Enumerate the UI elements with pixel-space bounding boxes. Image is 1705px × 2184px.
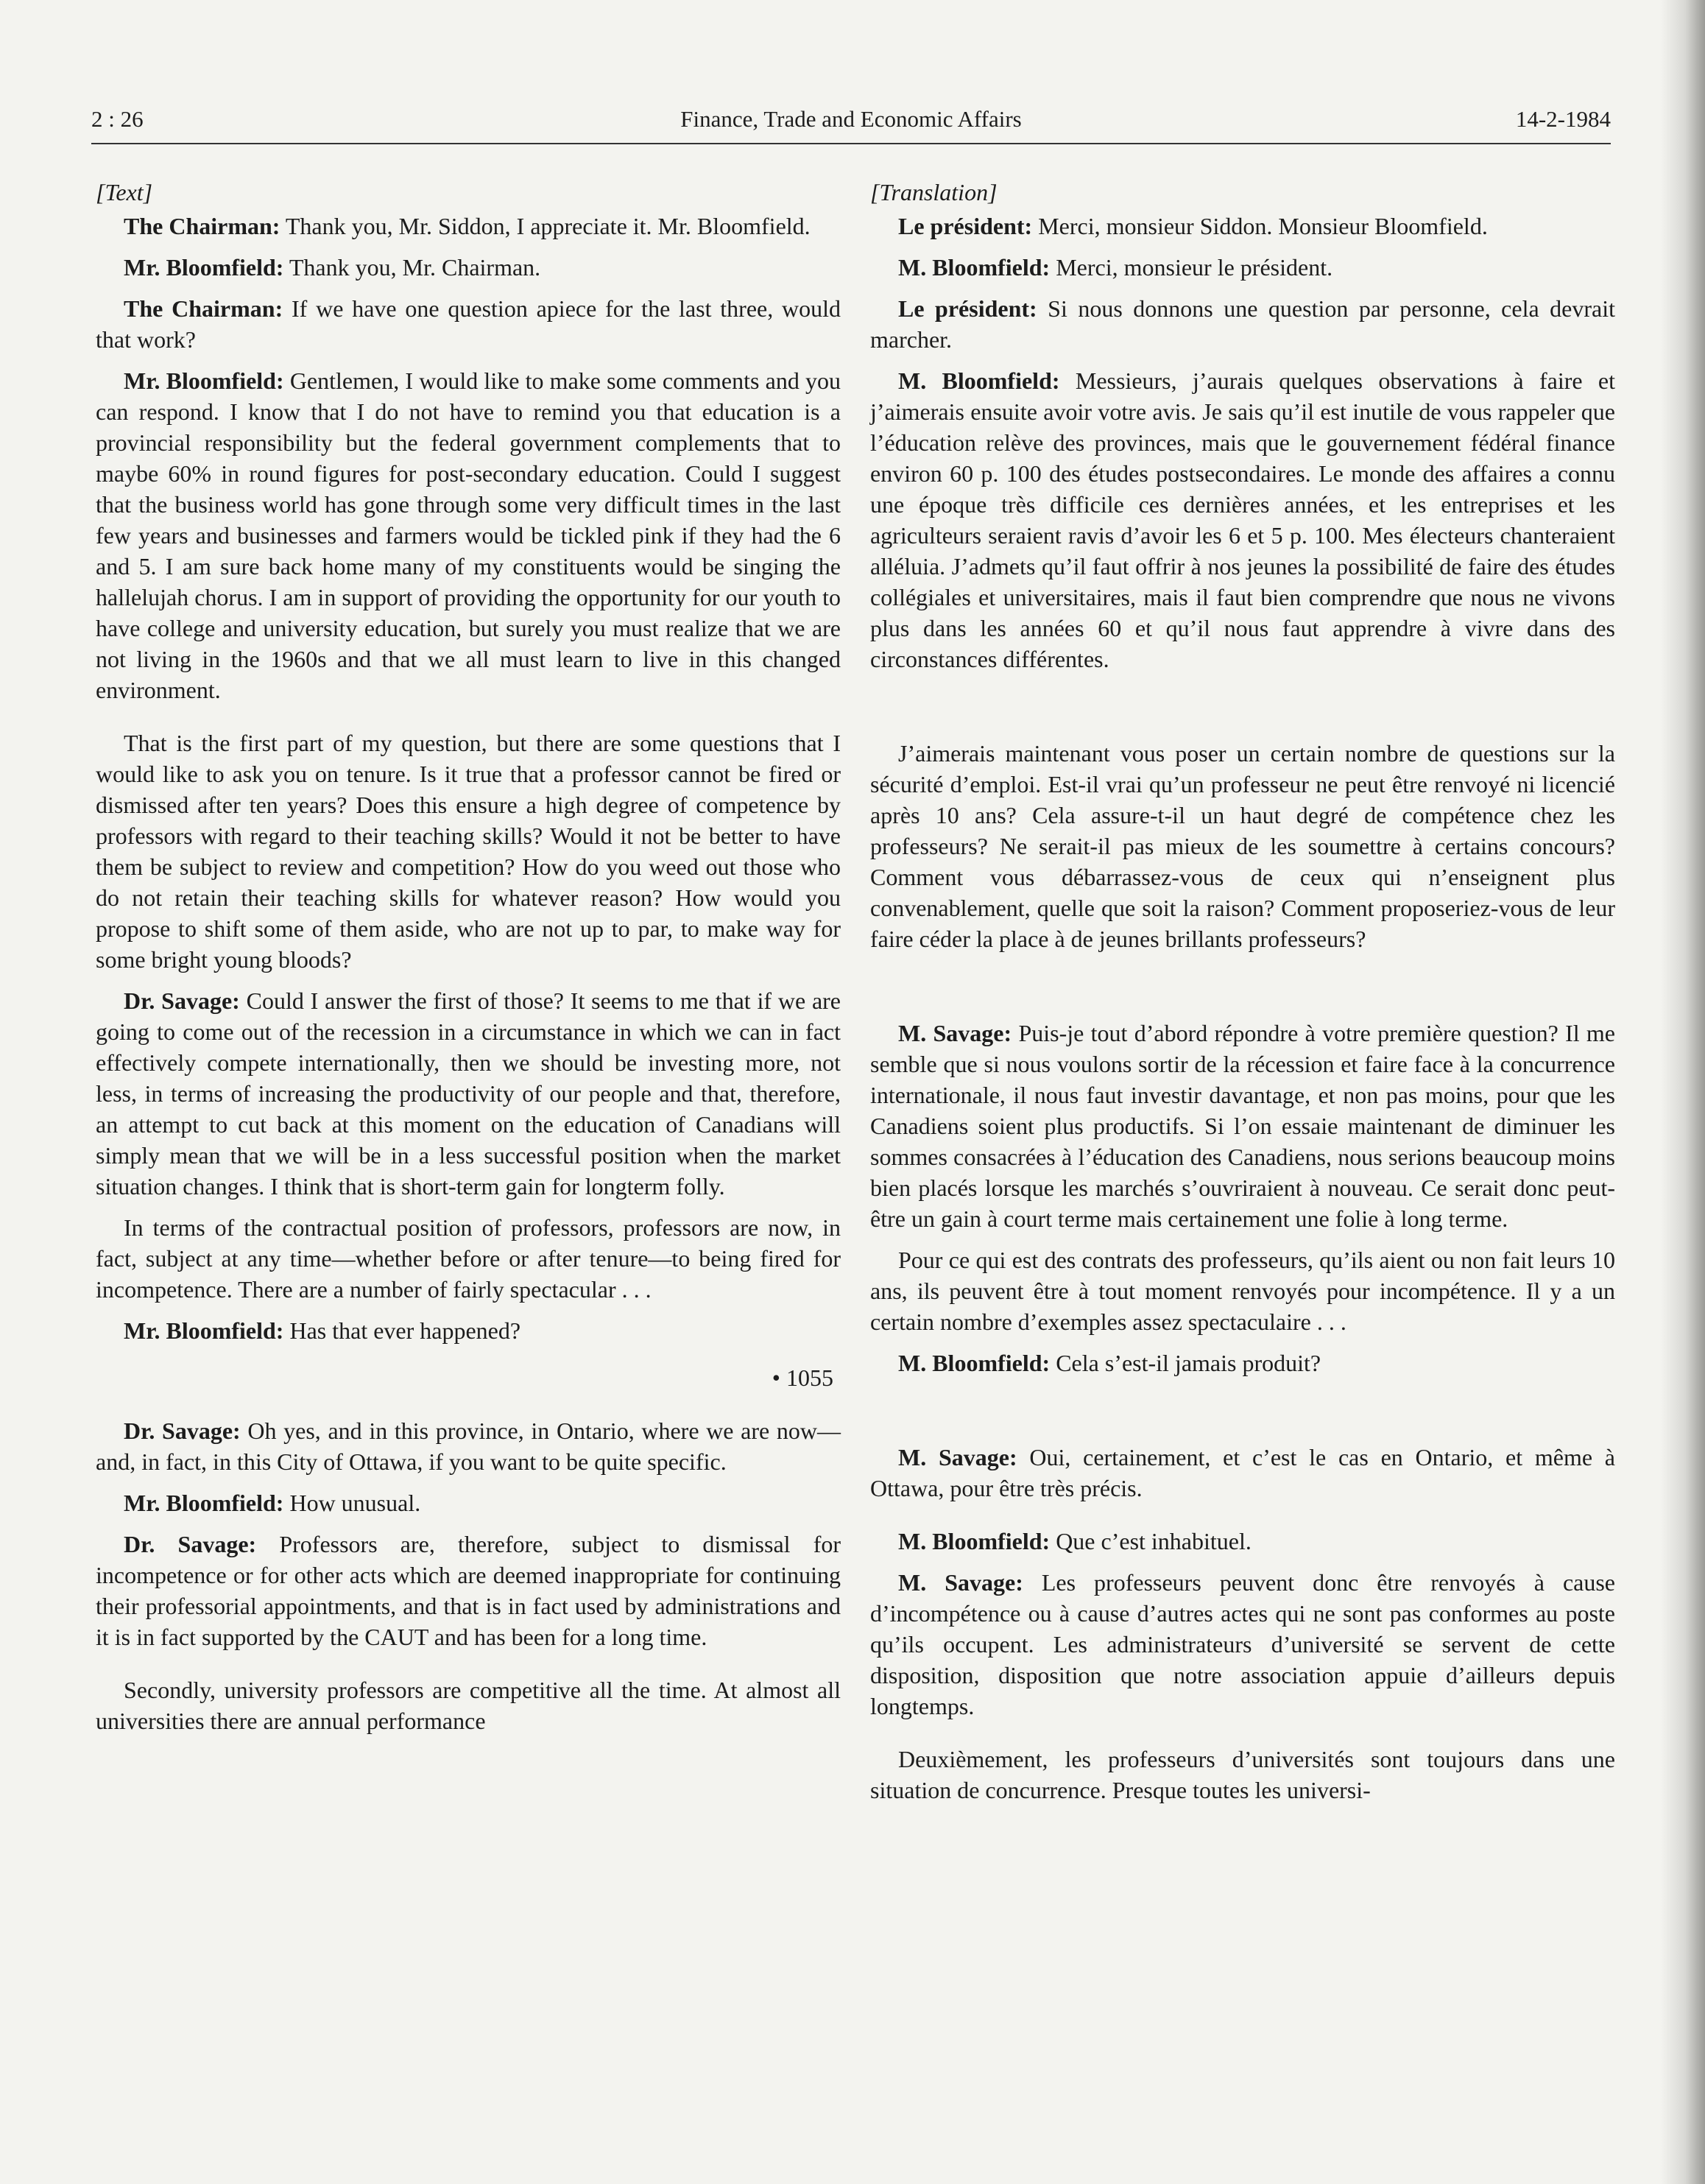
english-column <box>96 177 841 1747</box>
time-marker: • 1055 <box>772 1364 833 1391</box>
spacer <box>870 965 1615 996</box>
speech: That is the first part of my question, but there are some questions that I would like to ask you on tenure. Is it true that a professor cannot be fired or dismissed after ten years? Does this ensure a high degree of competence by professors with regard to their teaching skills? Would it not be better to have them be subject to review and competition? How do you weed out those who do not retain their teaching skills for whatever reason? How would you propose to shift some of them aside, who are not up to par, to make way for some bright young bloods? <box>96 730 841 973</box>
speaker: M. Bloomfield: <box>898 367 1060 394</box>
speech: Puis-je tout d’abord répondre à votre première question? Il me semble que si nous voulons sortir de la récession et faire face à la concurrence internationale, il nous faut investir davantage, et non pas moins, pour que les Canadiens soient plus productifs. Si l’on essaie maintenant de diminuer les sommes consacrées à l’éducation des Canadiens, nous serions beaucoup moins bien placés lorsque les marchés s’ouvriraient à nouveau. Ce serait donc peut-être un gain à court terme mais certainement une folie à long terme. <box>870 1020 1616 1232</box>
speech: How unusual. <box>283 1490 421 1516</box>
speaker: M. Bloomfield: <box>898 1528 1051 1554</box>
speech: Merci, monsieur le président. <box>1050 254 1333 281</box>
speaker: The Chairman: <box>124 295 283 322</box>
page-header <box>91 102 1611 144</box>
speaker: M. Bloomfield: <box>898 1350 1051 1376</box>
paragraph <box>870 1567 1615 1722</box>
paragraph <box>870 1244 1615 1337</box>
speaker: Dr. Savage: <box>124 1417 241 1444</box>
paragraph <box>96 293 841 355</box>
page-date: 14-2-1984 <box>1515 106 1611 132</box>
speaker: Mr. Bloomfield: <box>124 367 284 394</box>
paragraph <box>96 1674 841 1736</box>
spacer <box>870 1389 1615 1420</box>
paragraph <box>96 1487 841 1518</box>
paragraph <box>870 1744 1615 1806</box>
speech: If we have one question apiece for the last three, would that work? <box>96 295 841 353</box>
page-edge-shadow <box>1661 0 1705 2184</box>
paragraph <box>96 365 841 705</box>
speaker: M. Savage: <box>898 1569 1023 1596</box>
paragraph <box>96 1212 841 1305</box>
speech: Thank you, Mr. Siddon, I appreciate it. Mr. Bloomfield. <box>280 213 811 239</box>
translation-tag: [Translation] <box>870 179 998 205</box>
speech: Could I answer the first of those? It seems to me that if we are going to come out of the recession in a circumstance in which we can in fact effectively compete internationally, then we should be investing more, not less, in terms of increasing the productivity of our people and that, therefore, an attempt to cut back at this moment on the education of Canadians will simply mean that we will be in a less successful position when the market situation changes. I think that is short-term gain for longterm folly. <box>96 987 841 1200</box>
text-tag: [Text] <box>96 179 153 205</box>
paragraph <box>96 211 841 242</box>
speaker: Le président: <box>898 213 1033 239</box>
paragraph <box>96 728 841 975</box>
speech: Que c’est inhabituel. <box>1050 1528 1252 1554</box>
french-column <box>870 177 1615 1816</box>
speech: Messieurs, j’aurais quelques observations à faire et j’aimerais ensuite avoir votre avis. Je sais qu’il est inutile de vous rappeler que l’éducation relève des provinces, mais que le gouvernement fédéral finance environ 60 p. 100 des études postsecondaires. Le monde des affaires a connu une époque très difficile ces dernières années, et les entreprises et les agriculteurs seraient ravis d’avoir les 6 et 5 p. 100. Mes électeurs chanteraient alléluia. J’admets qu’il faut offrir à nos jeunes la possibilité de faire des études collégiales et universitaires, mais il faut bien comprendre que nous ne vivons plus dans les années 60 et qu’il nous faut apprendre à vivre dans des circonstances différentes. <box>870 367 1616 672</box>
speech: Pour ce qui est des contrats des professeurs, qu’ils aient ou non fait leurs 10 ans, ils peuvent être à tout moment renvoyés pour incompétence. Il y a un certain nombre d’exemples assez spectaculaire . . . <box>870 1247 1615 1335</box>
speech: Deuxièmement, les professeurs d’universités sont toujours dans une situation de concurrence. Presque toutes les universi- <box>870 1746 1615 1803</box>
paragraph <box>870 293 1615 355</box>
speaker: Le président: <box>898 295 1037 322</box>
paragraph <box>96 985 841 1202</box>
page-number: 2 : 26 <box>91 106 144 132</box>
speaker: Mr. Bloomfield: <box>124 254 284 281</box>
paragraph <box>96 1529 841 1652</box>
spacer <box>870 685 1615 716</box>
speech: Les professeurs peuvent donc être renvoyés à cause d’incompétence ou à cause d’autres actes qui ne sont pas conformes au poste qu’ils occupent. Les administrateurs d’université se servent de cette disposition, disposition que notre association appuie d’ailleurs depuis longtemps. <box>870 1569 1616 1719</box>
speaker: Dr. Savage: <box>124 1531 257 1557</box>
paragraph <box>96 252 841 283</box>
speech: Secondly, university professors are competitive all the time. At almost all universities there are annual performance <box>96 1677 841 1734</box>
speech: Si nous donnons une question par personne, cela devrait marcher. <box>870 295 1615 353</box>
paragraph <box>870 365 1615 674</box>
speech: Merci, monsieur Siddon. Monsieur Bloomfield. <box>1032 213 1488 239</box>
speech: In terms of the contractual position of professors, professors are now, in fact, subject at any time—whether before or after tenure—to being fired for incompetence. There are a number of fairly spectacular . . . <box>96 1214 841 1303</box>
paragraph <box>870 1348 1615 1378</box>
committee-title: Finance, Trade and Economic Affairs <box>680 106 1022 132</box>
paragraph <box>870 1442 1615 1504</box>
speech: Gentlemen, I would like to make some comments and you can respond. I know that I do not have to remind you that education is a provincial responsibility but the federal government complements that to maybe 60% in round figures for post-secondary education. Could I suggest that the business world has gone through some very difficult times in the last few years and businesses and farmers would be tickled pink if they had the 6 and 5. I am sure back home many of my constituents would be singing the hallelujah chorus. I am in support of providing the opportunity for our youth to have college and university education, but surely you must realize that we are not living in the 1960s and that we all must learn to live in this changed environment. <box>96 367 841 703</box>
paragraph <box>96 1315 841 1346</box>
speech: Oui, certainement, et c’est le cas en Ontario, et même à Ottawa, pour être très précis. <box>870 1444 1616 1501</box>
speaker: M. Savage: <box>898 1444 1017 1470</box>
paragraph <box>870 1526 1615 1557</box>
speech: Cela s’est-il jamais produit? <box>1050 1350 1321 1376</box>
paragraph <box>96 1415 841 1477</box>
paragraph <box>870 211 1615 242</box>
speech: Has that ever happened? <box>283 1317 521 1344</box>
speaker: M. Savage: <box>898 1020 1012 1046</box>
speech: J’aimerais maintenant vous poser un certain nombre de questions sur la sécurité d’emploi. Est-il vrai qu’un professeur ne peut être renvoyé ni licencié après 10 ans? Cela assure-t-il un haut degré de compétence chez les professeurs? Ne serait-il pas mieux de les soumettre à certains concours? Comment vous débarrassez-vous de ceux qui n’enseignent plus convenablement, quelle que soit la raison? Comment proposeriez-vous de leur faire céder la place à de jeunes brillants professeurs? <box>870 740 1615 952</box>
speaker: Dr. Savage: <box>124 987 240 1014</box>
speaker: The Chairman: <box>124 213 280 239</box>
speaker: Mr. Bloomfield: <box>124 1317 284 1344</box>
speech: Oh yes, and in this province, in Ontario, where we are now—and, in fact, in this City of Ottawa, if you want to be quite specific. <box>96 1417 841 1475</box>
paragraph <box>870 252 1615 283</box>
speaker: M. Bloomfield: <box>898 254 1051 281</box>
paragraph <box>870 738 1615 954</box>
paragraph <box>870 1018 1615 1234</box>
speaker: Mr. Bloomfield: <box>124 1490 284 1516</box>
speech: Professors are, therefore, subject to dismissal for incompetence or for other acts which are deemed inappropriate for continuing their professorial appointments, and that is in fact used by administrations and it is in fact supported by the CAUT and has been for a long time. <box>96 1531 841 1650</box>
speech: Thank you, Mr. Chairman. <box>283 254 541 281</box>
